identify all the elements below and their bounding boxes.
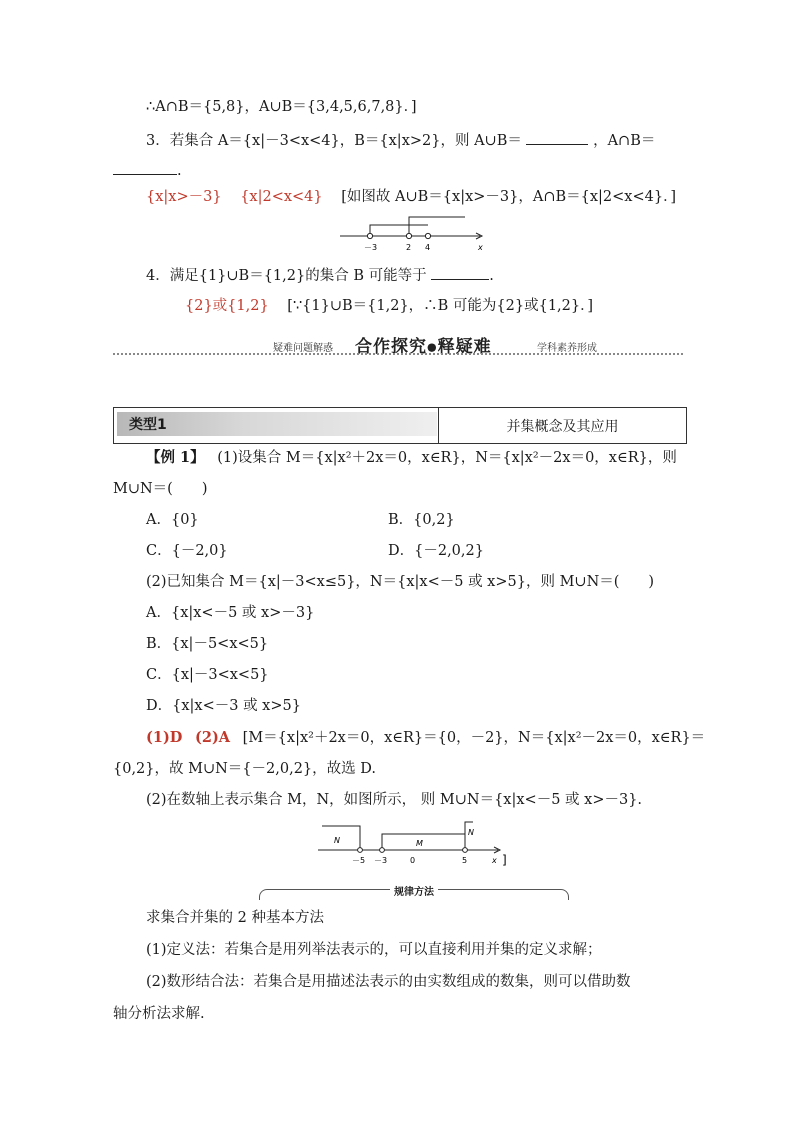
tick-label: －3 (364, 243, 378, 252)
option-2b: B．{x|－5<x<5} (146, 636, 269, 652)
closing-bracket: ] (502, 853, 507, 867)
option-c: C．{－2,0} (146, 543, 228, 559)
banner-title-part-1: 合作探究 (355, 337, 427, 357)
example-part-1: (1)设集合 M＝{x|x²＋2x＝0，x∈R}，N＝{x|x²－2x＝0，x∈R}，则 (217, 450, 677, 466)
answer-3-red-1: {x|x>－3} (146, 189, 222, 205)
banner-right-text: 学科素养形成 (537, 343, 597, 354)
type-title: 并集概念及其应用 (506, 419, 619, 435)
type-label-bg (117, 412, 437, 436)
question-3-cont (113, 160, 182, 181)
tick-label: 2 (406, 243, 412, 252)
banner-left-text: 疑难问题解惑 (273, 343, 333, 354)
banner-arrow-icon: ● (427, 340, 438, 354)
method-title: 求集合并集的 2 种基本方法 (146, 910, 324, 926)
banner-title-part-2: 释疑难 (437, 337, 492, 357)
type-header-box (113, 407, 687, 444)
set-label-n-right: N (468, 828, 474, 837)
answer-3 (146, 187, 676, 207)
tick-label: 4 (425, 243, 431, 252)
number-line-figure-1 (340, 212, 490, 256)
text-line-1: ∴A∩B＝{5,8}，A∪B＝{3,4,5,6,7,8}．] (146, 99, 417, 115)
answer-blank (526, 130, 588, 145)
option-2a: A．{x|x<－5 或 x>－3} (146, 605, 315, 621)
answer-2: (2)A (195, 729, 231, 746)
question-3-text: 3．若集合 A＝{x|－3<x<4}，B＝{x|x>2}，则 A∪B＝ (146, 133, 522, 149)
section-banner (113, 333, 683, 355)
method-line-2: (2)数形结合法：若集合是用描述法表示的由实数组成的数集，则可以借助数 (146, 974, 631, 990)
question-4-text: 4．满足{1}∪B＝{1,2}的集合 B 可能等于 (146, 268, 427, 284)
question-3-mid: ，A∩B＝ (593, 133, 656, 149)
option-2c: C．{x|－3<x<5} (146, 667, 269, 683)
answer-4 (185, 296, 593, 316)
tick-label: －3 (374, 856, 388, 865)
solution-line-1 (146, 728, 705, 748)
solution-text-1: [M＝{x|x²＋2x＝0，x∈R}＝{0，－2}，N＝{x|x²－2x＝0，x∈R}＝ (242, 730, 706, 746)
answer-3-red-2: {x|2<x<4} (240, 189, 323, 205)
example-head: 【例 1】 (146, 449, 205, 466)
set-label-m: M (416, 839, 423, 848)
tick-label: －5 (352, 856, 366, 865)
answer-4-red: {2}或{1,2} (185, 298, 269, 314)
axis-label: x (492, 856, 497, 865)
option-d: D．{－2,0,2} (388, 543, 484, 559)
answer-1: (1)D (146, 729, 183, 746)
answer-blank (431, 265, 489, 280)
method-label-wrap (259, 883, 569, 898)
answer-4-explanation: [∵{1}∪B＝{1,2}，∴B 可能为{2}或{1,2}．] (287, 298, 594, 314)
option-2d: D．{x|x<－3 或 x>5} (146, 698, 301, 714)
solution-line-2: {0,2}，故 M∪N＝{－2,0,2}，故选 D. (113, 761, 376, 777)
answer-blank (113, 160, 177, 175)
method-line-3: 轴分析法求解. (113, 1006, 205, 1022)
solution-line-3: (2)在数轴上表示集合 M，N，如图所示， 则 M∪N＝{x|x<－5 或 x>－3}. (146, 792, 643, 808)
method-divider (259, 883, 569, 897)
example-part-2: (2)已知集合 M＝{x|－3<x≤5}，N＝{x|x<－5 或 x>5}，则 M∪N＝( ) (146, 574, 655, 590)
method-label: 规律方法 (390, 887, 438, 898)
question-3 (146, 130, 655, 151)
example-1-line-1 (146, 448, 677, 468)
number-line-figure-2 (318, 818, 513, 868)
question-3-end: . (177, 163, 182, 179)
answer-3-explanation: [如图故 A∪B＝{x|x>－3}，A∩B＝{x|2<x<4}．] (341, 189, 676, 205)
example-1-line-2: M∪N＝( ) (113, 481, 208, 497)
method-line-1: (1)定义法：若集合是用列举法表示的，可以直接利用并集的定义求解； (146, 942, 602, 958)
question-4-end: . (489, 268, 494, 284)
tick-label: 0 (410, 856, 416, 865)
axis-label: x (478, 243, 483, 252)
set-label-n-left: N (334, 836, 340, 845)
type-label: 类型1 (129, 417, 167, 433)
banner-divider (113, 353, 683, 355)
option-a: A．{0} (146, 512, 199, 528)
option-b: B．{0,2} (388, 512, 455, 528)
question-4 (146, 265, 494, 286)
tick-label: 5 (462, 856, 468, 865)
